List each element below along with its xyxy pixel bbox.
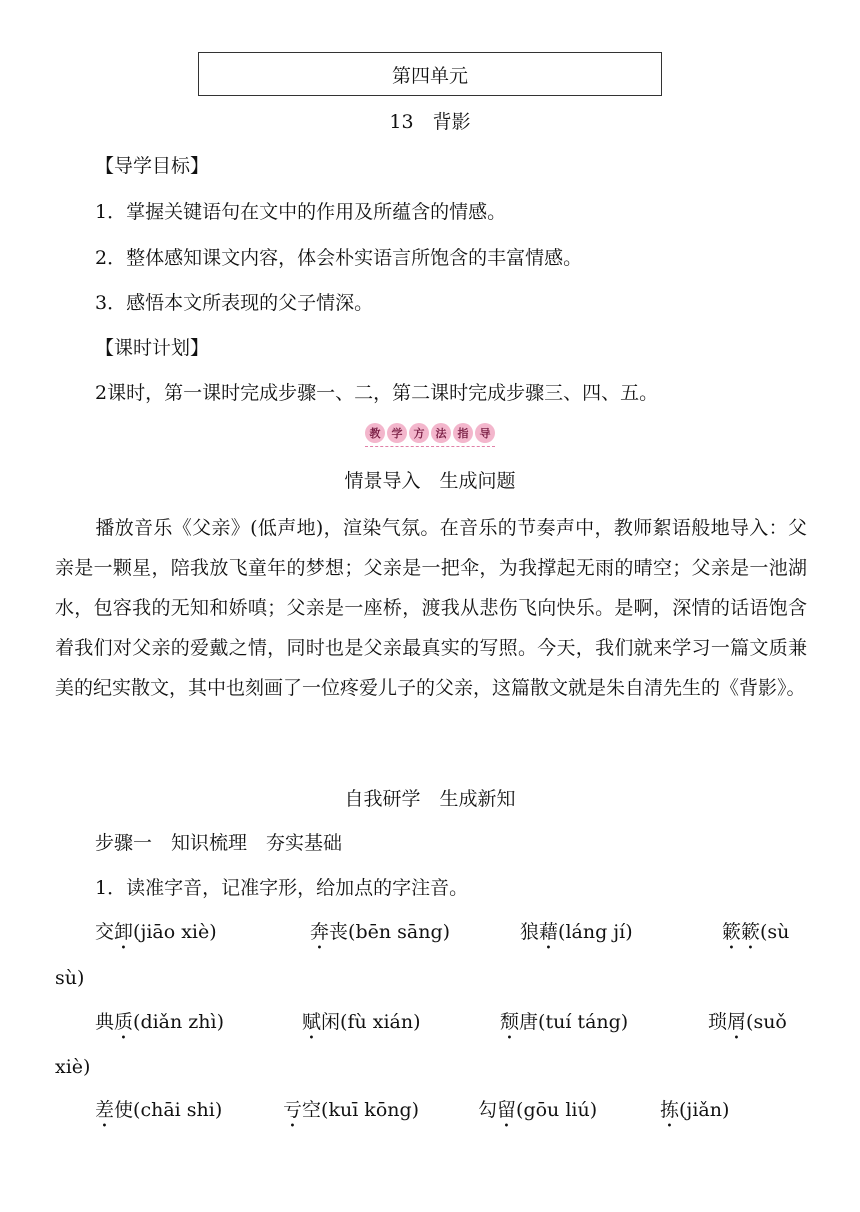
- goal-item: 1．掌握关键语句在文中的作用及所蕴含的情感。: [95, 201, 507, 223]
- badge-char: 指: [453, 423, 473, 443]
- pinyin-item: 颓唐(tuí táng): [500, 1011, 629, 1033]
- pinyin-item: 簌簌(sù: [722, 921, 790, 943]
- pinyin-item: 赋闲(fù xián): [302, 1011, 421, 1033]
- step-instruction: 1．读准字音，记准字形，给加点的字注音。: [95, 877, 469, 899]
- goal-item: 2．整体感知课文内容，体会朴实语言所饱含的丰富情感。: [95, 247, 583, 269]
- pinyin-item: 狼藉(láng jí): [520, 921, 633, 943]
- plan-heading: 【课时计划】: [95, 337, 210, 359]
- badge-char: 教: [365, 423, 385, 443]
- step-title: 步骤一 知识梳理 夯实基础: [95, 832, 343, 854]
- badge-char: 法: [431, 423, 451, 443]
- pinyin-item: 交卸(jiāo xiè): [95, 921, 217, 943]
- intro-paragraph: [55, 508, 807, 708]
- unit-title-box: [198, 52, 662, 96]
- section-title: 自我研学 生成新知: [344, 788, 516, 810]
- lesson-title: 13 背影: [389, 111, 471, 133]
- pinyin-item: 琐屑(suǒ: [708, 1011, 787, 1033]
- pinyin-item: 奔丧(bēn sāng): [310, 921, 451, 943]
- badge-char: 学: [387, 423, 407, 443]
- unit-title: 第四单元: [391, 64, 468, 87]
- pinyin-wrap: xiè): [55, 1056, 91, 1078]
- goals-heading: 【导学目标】: [95, 155, 210, 177]
- badge-char: 导: [475, 423, 495, 443]
- plan-text: 2课时，第一课时完成步骤一、二，第二课时完成步骤三、四、五。: [95, 382, 659, 404]
- pinyin-item: 拣(jiǎn): [660, 1099, 730, 1121]
- pinyin-item: 典质(diǎn zhì): [95, 1011, 225, 1033]
- intro-paragraph-text: 播放音乐《父亲》(低声地)，渲染气氛。在音乐的节奏声中，教师絮语般地导入：父亲是一颗星，陪我放飞童年的梦想；父亲是一把伞，为我撑起无雨的晴空；父亲是一池湖水，包容我的无知和娇嗔；父亲是一座桥，渡我从悲伤飞向快乐。是啊，深情的话语饱含着我们对父亲的爱戴之情，同时也是父亲最真实的写照。今天，我们就来学习一篇文质兼美的纪实散文，其中也刻画了一位疼爱儿子的父亲，这篇散文就是朱自清先生的《背影》。: [55, 517, 807, 699]
- pinyin-item: 亏空(kuī kōng): [283, 1099, 420, 1121]
- pinyin-item: 勾留(gōu liú): [478, 1099, 598, 1121]
- section-title: 情景导入 生成问题: [344, 470, 516, 492]
- badge-char: 方: [409, 423, 429, 443]
- pinyin-wrap: sù): [55, 967, 85, 989]
- teaching-method-badge: [0, 423, 860, 447]
- pinyin-item: 差使(chāi shi): [95, 1099, 223, 1121]
- goal-item: 3．感悟本文所表现的父子情深。: [95, 292, 374, 314]
